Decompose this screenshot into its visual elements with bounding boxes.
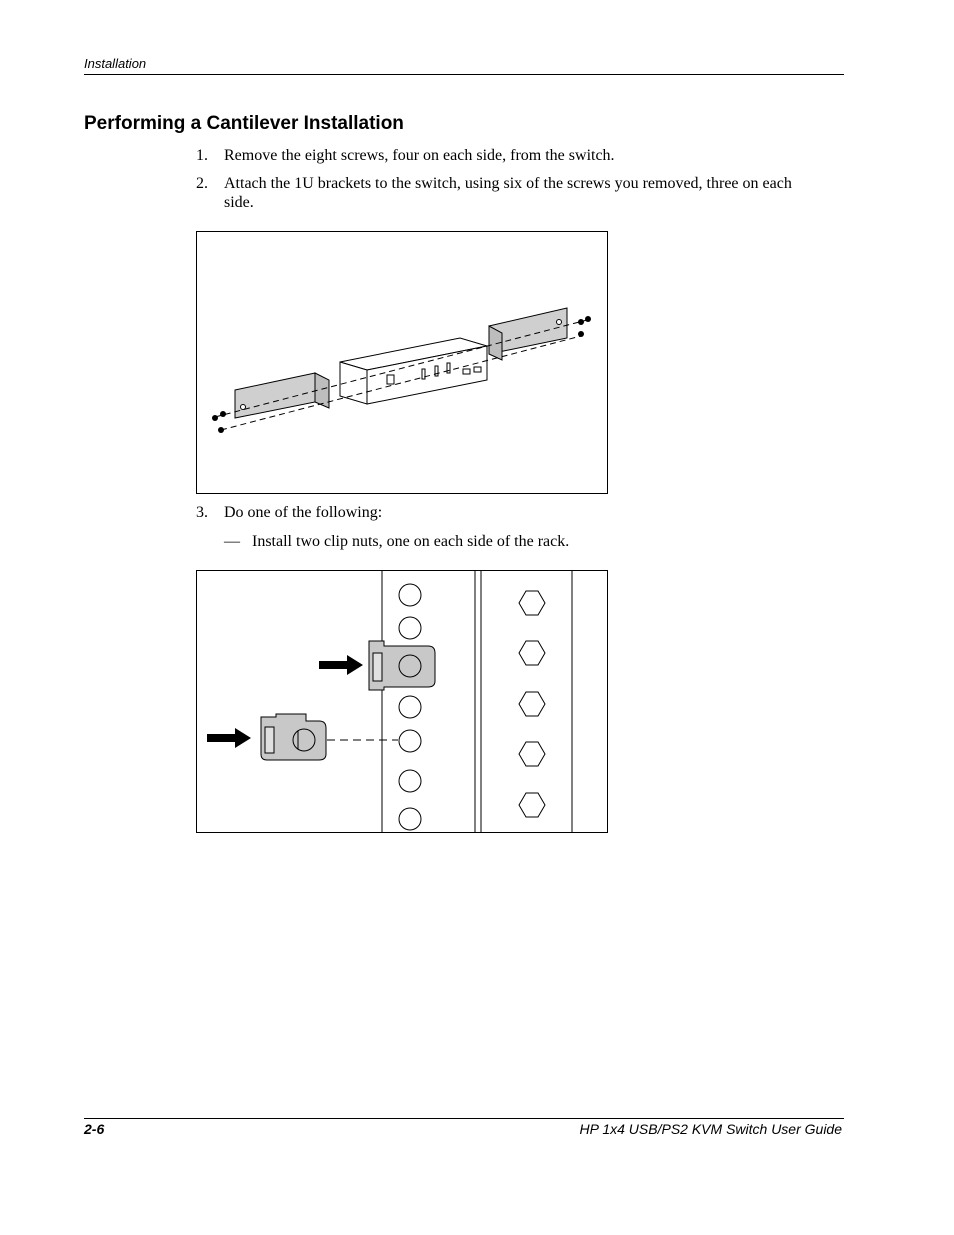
step-text: Remove the eight screws, four on each side, from the switch. [224, 147, 615, 164]
rack-hex-holes [519, 591, 545, 817]
bracket-illustration [197, 232, 607, 493]
rack-round-holes [399, 584, 421, 830]
step-number: 2. [196, 175, 208, 192]
sub-step-dash: — [224, 533, 240, 550]
clip-nut-installed-drawing [369, 641, 435, 690]
footer-doc-title: HP 1x4 USB/PS2 KVM Switch User Guide [579, 1121, 842, 1137]
left-bracket-drawing [235, 373, 329, 418]
figure-bracket-attachment [196, 231, 608, 494]
clip-nut-loose-drawing [261, 714, 326, 760]
sub-step-1 [224, 532, 844, 552]
step-text-line-1: Attach the 1U brackets to the switch, using six of the screws you removed, three on each [224, 175, 792, 192]
step-number: 3. [196, 504, 208, 521]
clip-nut-illustration [197, 571, 607, 832]
sub-step-text: Install two clip nuts, one on each side of the rack. [252, 533, 570, 550]
step-2 [196, 174, 846, 214]
section-title: Performing a Cantilever Installation [84, 113, 404, 134]
footer-rule [84, 1118, 844, 1119]
step-1 [196, 146, 846, 166]
step-number: 1. [196, 147, 208, 164]
running-header: Installation [84, 56, 147, 71]
kvm-switch-drawing [340, 338, 487, 404]
step-3 [196, 503, 846, 523]
step-text: Do one of the following: [224, 504, 383, 521]
step-text-line-2: side. [224, 194, 254, 211]
header-rule [84, 74, 844, 75]
footer-page-number: 2-6 [84, 1121, 105, 1137]
figure-clip-nut-installation [196, 570, 608, 833]
right-bracket-drawing [489, 308, 567, 360]
